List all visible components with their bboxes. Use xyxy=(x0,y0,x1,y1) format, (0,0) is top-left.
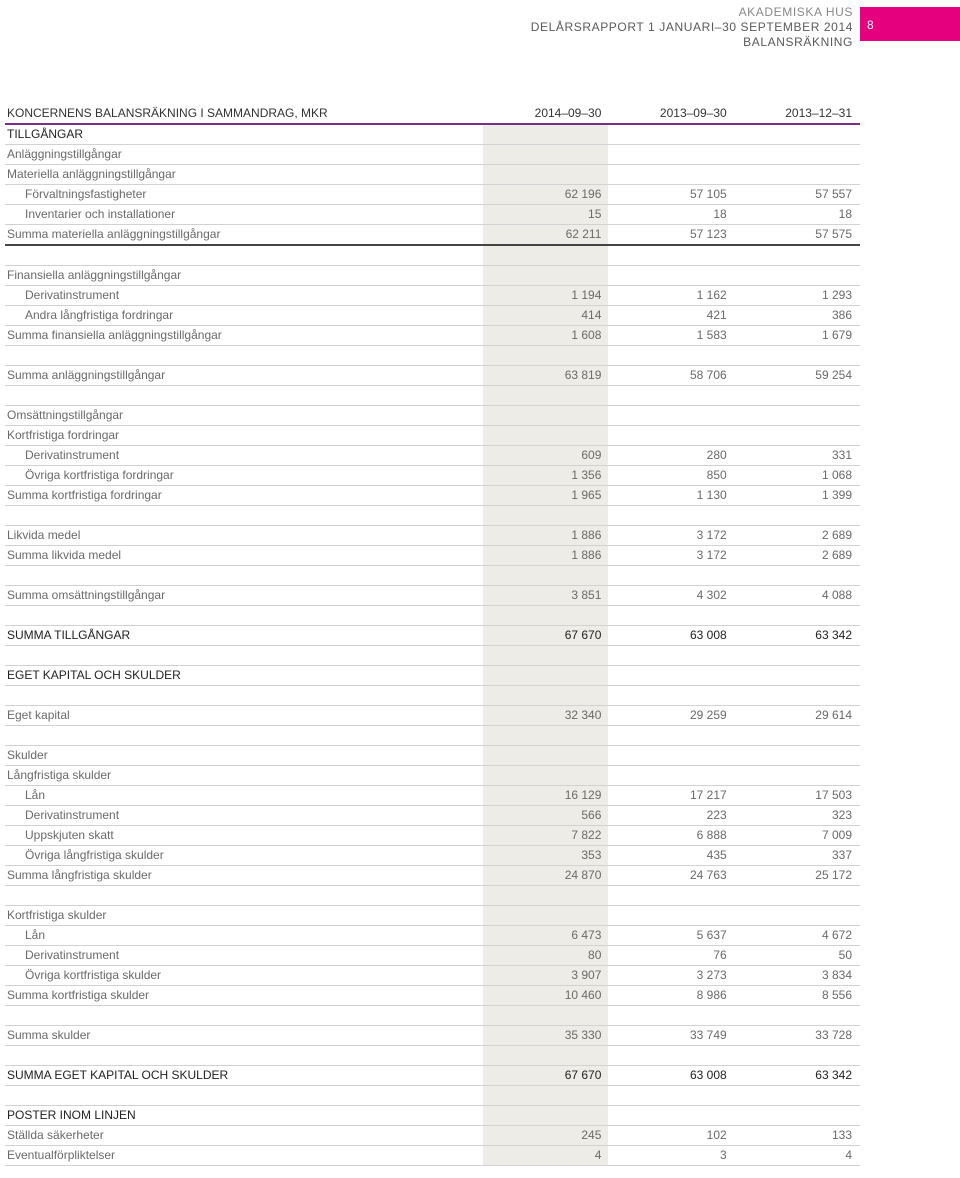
row-value: 1 162 xyxy=(609,286,734,306)
row-value: 2 689 xyxy=(735,526,860,546)
row-value: 353 xyxy=(484,846,609,866)
table-row xyxy=(5,266,860,286)
row-label xyxy=(5,686,484,706)
row-label: Kortfristiga fordringar xyxy=(5,426,484,446)
row-value: 1 068 xyxy=(735,466,860,486)
row-value: 80 xyxy=(484,946,609,966)
row-label: Materiella anläggningstillgångar xyxy=(5,165,484,185)
row-value: 1 608 xyxy=(484,326,609,346)
row-label xyxy=(5,1086,484,1106)
row-value: 223 xyxy=(609,806,734,826)
row-value: 50 xyxy=(735,946,860,966)
row-value xyxy=(735,1106,860,1126)
row-value: 76 xyxy=(609,946,734,966)
row-value xyxy=(609,165,734,185)
row-label: Lån xyxy=(5,926,484,946)
row-value xyxy=(735,1086,860,1106)
row-value: 3 834 xyxy=(735,966,860,986)
table-row xyxy=(5,606,860,626)
row-value xyxy=(484,746,609,766)
row-value xyxy=(735,726,860,746)
row-value xyxy=(735,145,860,165)
row-value: 4 672 xyxy=(735,926,860,946)
table-row xyxy=(5,1086,860,1106)
row-label xyxy=(5,606,484,626)
table-row xyxy=(5,1006,860,1026)
row-value: 102 xyxy=(609,1126,734,1146)
column-header: 2014–09–30 xyxy=(484,104,609,124)
table-row xyxy=(5,886,860,906)
row-value xyxy=(735,266,860,286)
row-value: 7 822 xyxy=(484,826,609,846)
table-row xyxy=(5,346,860,366)
row-value xyxy=(735,1006,860,1026)
table-row xyxy=(5,466,860,486)
row-value: 3 172 xyxy=(609,526,734,546)
table-row xyxy=(5,225,860,246)
row-value: 4 088 xyxy=(735,586,860,606)
row-value xyxy=(609,124,734,145)
row-value xyxy=(735,506,860,526)
row-label: Förvaltningsfastigheter xyxy=(5,185,484,205)
table-row xyxy=(5,826,860,846)
row-value: 8 556 xyxy=(735,986,860,1006)
row-value xyxy=(735,746,860,766)
row-label: Övriga kortfristiga skulder xyxy=(5,966,484,986)
table-row xyxy=(5,866,860,886)
table-row xyxy=(5,726,860,746)
row-value xyxy=(735,426,860,446)
row-value xyxy=(609,406,734,426)
row-value xyxy=(609,145,734,165)
row-label: Finansiella anläggningstillgångar xyxy=(5,266,484,286)
row-value xyxy=(484,266,609,286)
row-label: Summa materiella anläggningstillgångar xyxy=(5,225,484,246)
row-value xyxy=(609,746,734,766)
row-label: Långfristiga skulder xyxy=(5,766,484,786)
row-value xyxy=(484,506,609,526)
company-name: AKADEMISKA HUS xyxy=(738,5,853,19)
row-value xyxy=(735,646,860,666)
row-label: Uppskjuten skatt xyxy=(5,826,484,846)
table-title: KONCERNENS BALANSRÄKNING I SAMMANDRAG, MKR xyxy=(5,104,484,124)
table-row xyxy=(5,706,860,726)
row-value: 59 254 xyxy=(735,366,860,386)
row-label xyxy=(5,566,484,586)
row-value: 1 130 xyxy=(609,486,734,506)
row-label: Derivatinstrument xyxy=(5,286,484,306)
row-value: 67 670 xyxy=(484,626,609,646)
row-label: Summa skulder xyxy=(5,1026,484,1046)
row-value xyxy=(484,245,609,266)
table-row xyxy=(5,986,860,1006)
row-value xyxy=(484,1106,609,1126)
row-label: Summa kortfristiga skulder xyxy=(5,986,484,1006)
table-row xyxy=(5,666,860,686)
row-value: 3 273 xyxy=(609,966,734,986)
row-label: Andra långfristiga fordringar xyxy=(5,306,484,326)
row-value xyxy=(735,686,860,706)
row-label: TILLGÅNGAR xyxy=(5,124,484,145)
table-row xyxy=(5,566,860,586)
row-value: 3 xyxy=(609,1146,734,1166)
row-value xyxy=(609,646,734,666)
table-row xyxy=(5,426,860,446)
table-row xyxy=(5,646,860,666)
row-value xyxy=(609,245,734,266)
balance-table xyxy=(5,104,860,1166)
row-value xyxy=(484,145,609,165)
row-label: SUMMA TILLGÅNGAR xyxy=(5,626,484,646)
row-value: 35 330 xyxy=(484,1026,609,1046)
row-value: 63 819 xyxy=(484,366,609,386)
row-label: Eget kapital xyxy=(5,706,484,726)
table-row xyxy=(5,786,860,806)
table-row xyxy=(5,165,860,185)
table-row xyxy=(5,406,860,426)
row-value xyxy=(484,426,609,446)
table-row xyxy=(5,766,860,786)
row-label: Anläggningstillgångar xyxy=(5,145,484,165)
row-value xyxy=(735,386,860,406)
row-value: 3 172 xyxy=(609,546,734,566)
row-value xyxy=(609,686,734,706)
row-value xyxy=(609,1046,734,1066)
row-label xyxy=(5,886,484,906)
table-row xyxy=(5,286,860,306)
row-label: Övriga långfristiga skulder xyxy=(5,846,484,866)
row-label: Summa kortfristiga fordringar xyxy=(5,486,484,506)
row-value: 17 217 xyxy=(609,786,734,806)
row-label: Derivatinstrument xyxy=(5,946,484,966)
table-row xyxy=(5,946,860,966)
row-value xyxy=(484,386,609,406)
row-value: 7 009 xyxy=(735,826,860,846)
table-row xyxy=(5,926,860,946)
row-value xyxy=(484,124,609,145)
table-row xyxy=(5,145,860,165)
row-value: 421 xyxy=(609,306,734,326)
row-value xyxy=(735,406,860,426)
table-row xyxy=(5,1066,860,1086)
table-row xyxy=(5,245,860,266)
row-value xyxy=(735,666,860,686)
row-label: Summa långfristiga skulder xyxy=(5,866,484,886)
row-label xyxy=(5,245,484,266)
row-value xyxy=(484,646,609,666)
row-label: Eventualförpliktelser xyxy=(5,1146,484,1166)
table-row xyxy=(5,846,860,866)
table-row xyxy=(5,1046,860,1066)
row-value: 33 749 xyxy=(609,1026,734,1046)
table-row xyxy=(5,366,860,386)
row-label: Kortfristiga skulder xyxy=(5,906,484,926)
row-value: 29 614 xyxy=(735,706,860,726)
row-value xyxy=(609,606,734,626)
table-row xyxy=(5,326,860,346)
row-value: 386 xyxy=(735,306,860,326)
row-value xyxy=(609,906,734,926)
row-value: 57 105 xyxy=(609,185,734,205)
row-value xyxy=(484,686,609,706)
row-value xyxy=(735,766,860,786)
balance-sheet xyxy=(5,104,860,1166)
table-row xyxy=(5,526,860,546)
row-value xyxy=(609,386,734,406)
row-value xyxy=(484,566,609,586)
row-value xyxy=(609,886,734,906)
table-row xyxy=(5,966,860,986)
row-label: POSTER INOM LINJEN xyxy=(5,1106,484,1126)
row-label: EGET KAPITAL OCH SKULDER xyxy=(5,666,484,686)
row-value xyxy=(609,266,734,286)
row-label xyxy=(5,386,484,406)
row-value xyxy=(735,165,860,185)
row-value: 62 211 xyxy=(484,225,609,246)
row-value: 1 886 xyxy=(484,526,609,546)
row-label: Summa finansiella anläggningstillgångar xyxy=(5,326,484,346)
row-value: 63 342 xyxy=(735,1066,860,1086)
row-value: 609 xyxy=(484,446,609,466)
table-row xyxy=(5,386,860,406)
row-value: 29 259 xyxy=(609,706,734,726)
row-value xyxy=(609,666,734,686)
table-row xyxy=(5,906,860,926)
row-value: 245 xyxy=(484,1126,609,1146)
row-label xyxy=(5,726,484,746)
table-row xyxy=(5,686,860,706)
row-value: 331 xyxy=(735,446,860,466)
row-label: Derivatinstrument xyxy=(5,446,484,466)
row-value: 6 473 xyxy=(484,926,609,946)
row-value xyxy=(484,666,609,686)
table-row xyxy=(5,205,860,225)
row-value: 337 xyxy=(735,846,860,866)
row-label: Lån xyxy=(5,786,484,806)
row-value: 566 xyxy=(484,806,609,826)
row-value xyxy=(484,1006,609,1026)
row-value: 435 xyxy=(609,846,734,866)
row-label xyxy=(5,1006,484,1026)
row-value: 1 399 xyxy=(735,486,860,506)
row-value: 63 008 xyxy=(609,626,734,646)
table-row xyxy=(5,306,860,326)
row-value: 10 460 xyxy=(484,986,609,1006)
row-value: 16 129 xyxy=(484,786,609,806)
column-header: 2013–09–30 xyxy=(609,104,734,124)
column-header: 2013–12–31 xyxy=(735,104,860,124)
row-value xyxy=(484,406,609,426)
row-value: 63 342 xyxy=(735,626,860,646)
row-label: Summa anläggningstillgångar xyxy=(5,366,484,386)
row-value: 1 293 xyxy=(735,286,860,306)
page-header xyxy=(531,5,853,50)
row-value: 33 728 xyxy=(735,1026,860,1046)
row-label: Summa omsättningstillgångar xyxy=(5,586,484,606)
row-value xyxy=(484,1046,609,1066)
row-value: 850 xyxy=(609,466,734,486)
row-value xyxy=(735,245,860,266)
table-row xyxy=(5,506,860,526)
row-label xyxy=(5,346,484,366)
table-row xyxy=(5,1026,860,1046)
row-value: 5 637 xyxy=(609,926,734,946)
row-label: Derivatinstrument xyxy=(5,806,484,826)
row-value xyxy=(609,1086,734,1106)
row-label xyxy=(5,506,484,526)
row-value: 24 763 xyxy=(609,866,734,886)
table-row xyxy=(5,486,860,506)
page-number-box xyxy=(860,7,960,41)
row-label xyxy=(5,646,484,666)
row-value xyxy=(735,124,860,145)
row-value: 24 870 xyxy=(484,866,609,886)
row-value xyxy=(609,346,734,366)
row-label: Ställda säkerheter xyxy=(5,1126,484,1146)
row-value xyxy=(735,1046,860,1066)
table-row xyxy=(5,1126,860,1146)
row-value xyxy=(609,506,734,526)
row-label: Övriga kortfristiga fordringar xyxy=(5,466,484,486)
row-value: 1 965 xyxy=(484,486,609,506)
row-value: 63 008 xyxy=(609,1066,734,1086)
row-value: 1 356 xyxy=(484,466,609,486)
row-value: 6 888 xyxy=(609,826,734,846)
table-row xyxy=(5,1106,860,1126)
row-value: 1 886 xyxy=(484,546,609,566)
row-value: 18 xyxy=(609,205,734,225)
table-row xyxy=(5,185,860,205)
row-value: 57 557 xyxy=(735,185,860,205)
row-value xyxy=(735,566,860,586)
row-label: Likvida medel xyxy=(5,526,484,546)
row-value: 17 503 xyxy=(735,786,860,806)
row-value: 323 xyxy=(735,806,860,826)
table-row xyxy=(5,124,860,145)
row-value: 58 706 xyxy=(609,366,734,386)
row-value: 32 340 xyxy=(484,706,609,726)
row-value: 15 xyxy=(484,205,609,225)
row-value: 280 xyxy=(609,446,734,466)
table-row xyxy=(5,1146,860,1166)
row-value: 62 196 xyxy=(484,185,609,205)
row-value xyxy=(484,165,609,185)
row-value: 1 583 xyxy=(609,326,734,346)
row-value: 67 670 xyxy=(484,1066,609,1086)
row-value xyxy=(484,606,609,626)
row-value xyxy=(735,606,860,626)
table-row xyxy=(5,626,860,646)
row-value: 1 679 xyxy=(735,326,860,346)
row-value: 57 575 xyxy=(735,225,860,246)
row-value xyxy=(484,886,609,906)
row-label: Omsättningstillgångar xyxy=(5,406,484,426)
row-value xyxy=(484,1086,609,1106)
section-title: BALANSRÄKNING xyxy=(743,35,853,49)
row-value xyxy=(735,346,860,366)
row-value: 4 xyxy=(484,1146,609,1166)
row-label: SUMMA EGET KAPITAL OCH SKULDER xyxy=(5,1066,484,1086)
page-number: 8 xyxy=(867,18,874,32)
row-label xyxy=(5,1046,484,1066)
report-title: DELÅRSRAPPORT 1 JANUARI–30 SEPTEMBER 2014 xyxy=(530,20,853,34)
row-value xyxy=(609,766,734,786)
row-label: Skulder xyxy=(5,746,484,766)
row-value xyxy=(484,906,609,926)
table-header xyxy=(5,104,860,124)
table-row xyxy=(5,746,860,766)
table-row xyxy=(5,806,860,826)
row-value xyxy=(484,766,609,786)
row-value: 414 xyxy=(484,306,609,326)
row-value: 3 907 xyxy=(484,966,609,986)
table-row xyxy=(5,546,860,566)
row-value xyxy=(484,726,609,746)
row-value: 3 851 xyxy=(484,586,609,606)
row-value xyxy=(609,566,734,586)
table-row xyxy=(5,586,860,606)
row-value xyxy=(735,906,860,926)
row-label: Summa likvida medel xyxy=(5,546,484,566)
row-value xyxy=(609,1106,734,1126)
row-value: 133 xyxy=(735,1126,860,1146)
row-label: Inventarier och installationer xyxy=(5,205,484,225)
row-value: 2 689 xyxy=(735,546,860,566)
row-value: 18 xyxy=(735,205,860,225)
row-value xyxy=(609,1006,734,1026)
row-value xyxy=(484,346,609,366)
row-value: 4 xyxy=(735,1146,860,1166)
table-row xyxy=(5,446,860,466)
row-value: 1 194 xyxy=(484,286,609,306)
row-value: 57 123 xyxy=(609,225,734,246)
row-value: 25 172 xyxy=(735,866,860,886)
row-value xyxy=(609,426,734,446)
row-value xyxy=(735,886,860,906)
row-value: 4 302 xyxy=(609,586,734,606)
row-value: 8 986 xyxy=(609,986,734,1006)
row-value xyxy=(609,726,734,746)
